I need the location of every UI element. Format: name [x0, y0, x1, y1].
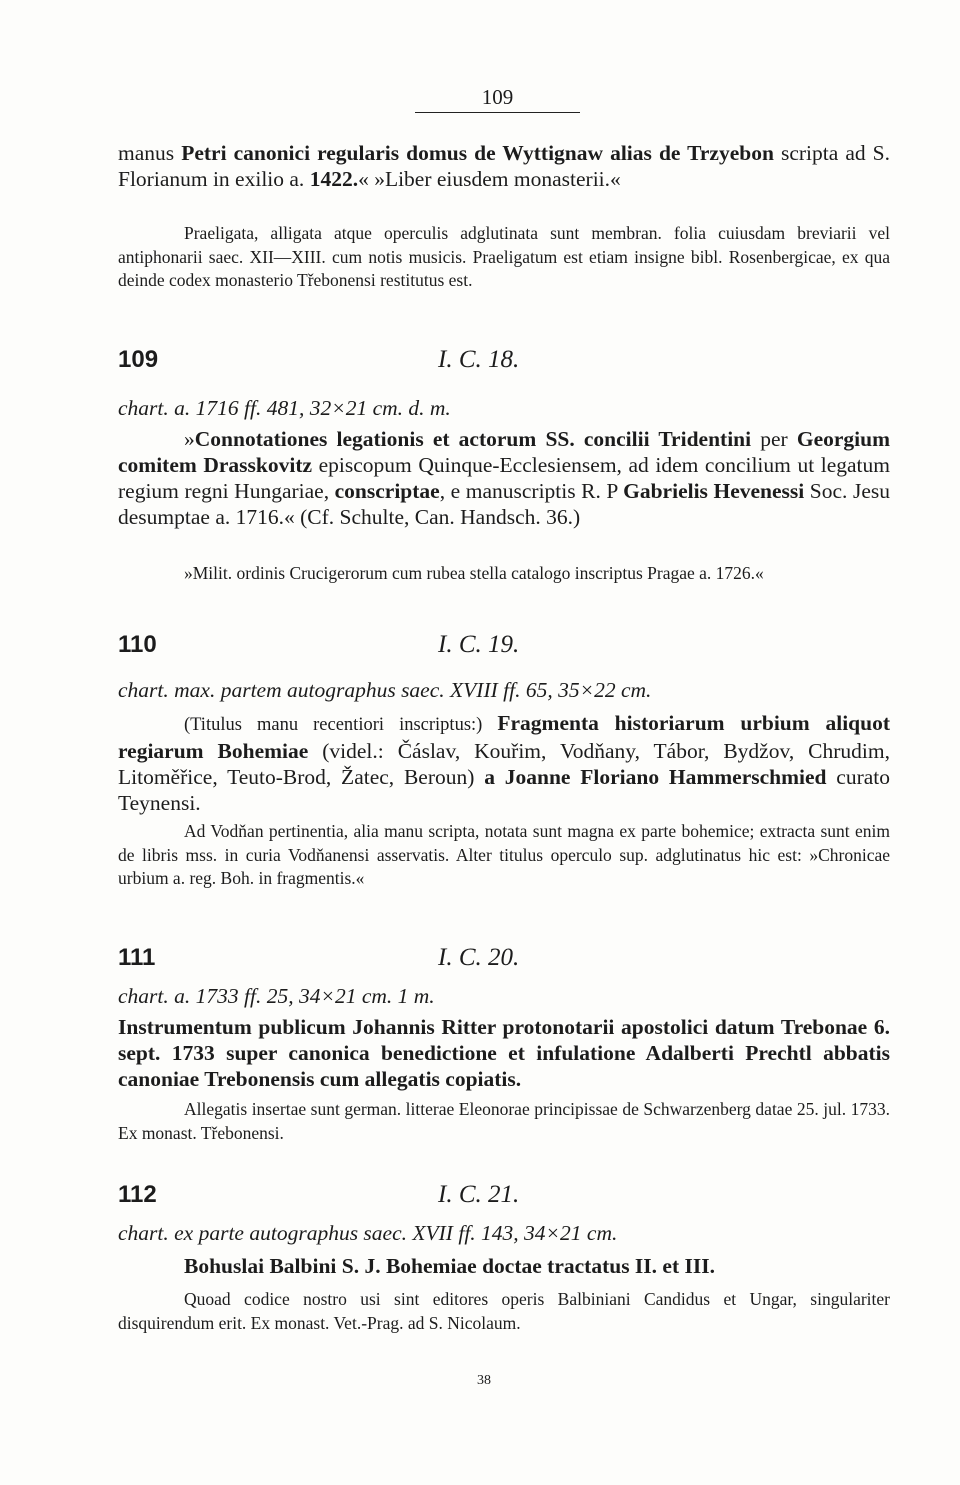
entry-signature: I. C. 19. — [438, 631, 520, 658]
entry-number: 112 — [118, 1181, 157, 1208]
entry-number: 110 — [118, 631, 157, 658]
entry-description: (Titulus manu recentiori inscriptus:) Fragmenta historiarum urbium aliquot regiarum Bohemiae (videl.: Čáslav, Kouřim, Vodňany, Tábor, Bydžov, Chrudim, Litoměřice, Teuto-Brod, Žatec, Beroun) a Joanne Floriano Hammerschmied curato Teynensi. — [118, 711, 891, 815]
footer-sheet-number: 38 — [477, 1373, 491, 1388]
entry-meta: chart. ex parte autographus saec. XVII ff. 143, 34×21 cm. — [118, 1221, 618, 1245]
entry-signature: I. C. 18. — [438, 346, 520, 373]
intro-year: 1422. — [309, 167, 359, 191]
intro-note: Praeligata, alligata atque operculis adglutinata sunt membran. folia cuiusdam breviarii vel antiphonarii saec. XII—XIII. cum notis musicis. Praeligatum est etiam insigne bibl. Rosenbergicae, ex qua deinde codex monasterio Třebonensi restitutus est. — [118, 223, 890, 290]
entry-meta: chart. a. 1716 ff. 481, 32×21 cm. d. m. — [118, 396, 451, 420]
intro-author: Petri canonici regularis domus de Wyttignaw alias de Trzyebon — [181, 141, 774, 165]
entry-note: Allegatis insertae sunt german. litterae Eleonorae principissae de Schwarzenberg datae 25. jul. 1733. Ex monast. Třebonensi. — [118, 1099, 890, 1143]
entry-title: Bohuslai Balbini S. J. Bohemiae doctae tractatus II. et III. — [184, 1254, 715, 1278]
entry-note: »Milit. ordinis Crucigerorum cum rubea stella catalogo inscriptus Pragae a. 1726.« — [184, 563, 764, 583]
entry-note: Quoad codice nostro usi sint editores operis Balbiniani Candidus et Ungar, singulariter disquirendum erit. Ex monast. Vet.-Prag. ad S. Nicolaum. — [118, 1289, 890, 1333]
entry-signature: I. C. 21. — [438, 1181, 520, 1208]
entry-signature: I. C. 20. — [438, 944, 520, 971]
entry-title: Instrumentum publicum Johannis Ritter protonotarii apostolici datum Trebonae 6. sept. 1733 super canonica benedictione et infulatione Adalberti Prechtl abbatis canoniae Trebonensis cum allegatis copiatis. — [118, 1015, 890, 1091]
entry-number: 109 — [118, 346, 159, 373]
entry-description: »Connotationes legationis et actorum SS. concilii Tridentini per Georgium comitem Drasskovitz episcopum Quinque-Ecclesiensem, ad idem concilium ut legatum regium regni Hungariae, conscriptae, e manuscriptis R. P Gabrielis Hevenessi Soc. Jesu desumptae a. 1716.« (Cf. Schulte, Can. Handsch. 36.) — [118, 427, 891, 529]
entry-number: 111 — [118, 944, 156, 971]
page-number: 109 — [415, 84, 580, 113]
intro-paragraph: manus Petri canonici regularis domus de Wyttignaw alias de Trzyebon scripta ad S. Florianum in exilio a. 1422.« »Liber eiusdem monasterii.« — [118, 141, 890, 191]
entry-meta: chart. max. partem autographus saec. XVIII ff. 65, 35×22 cm. — [118, 678, 652, 702]
entry-note: Ad Vodňan pertinentia, alia manu scripta, notata sunt magna ex parte bohemice; extracta sunt enim de libris mss. in curia Vodňanensi asservatis. Alter titulus operculo sup. adglutinatus hic est: »Chronicae urbium a. reg. Boh. in fragmentis.« — [118, 821, 890, 888]
entry-meta: chart. a. 1733 ff. 25, 34×21 cm. 1 m. — [118, 984, 435, 1008]
